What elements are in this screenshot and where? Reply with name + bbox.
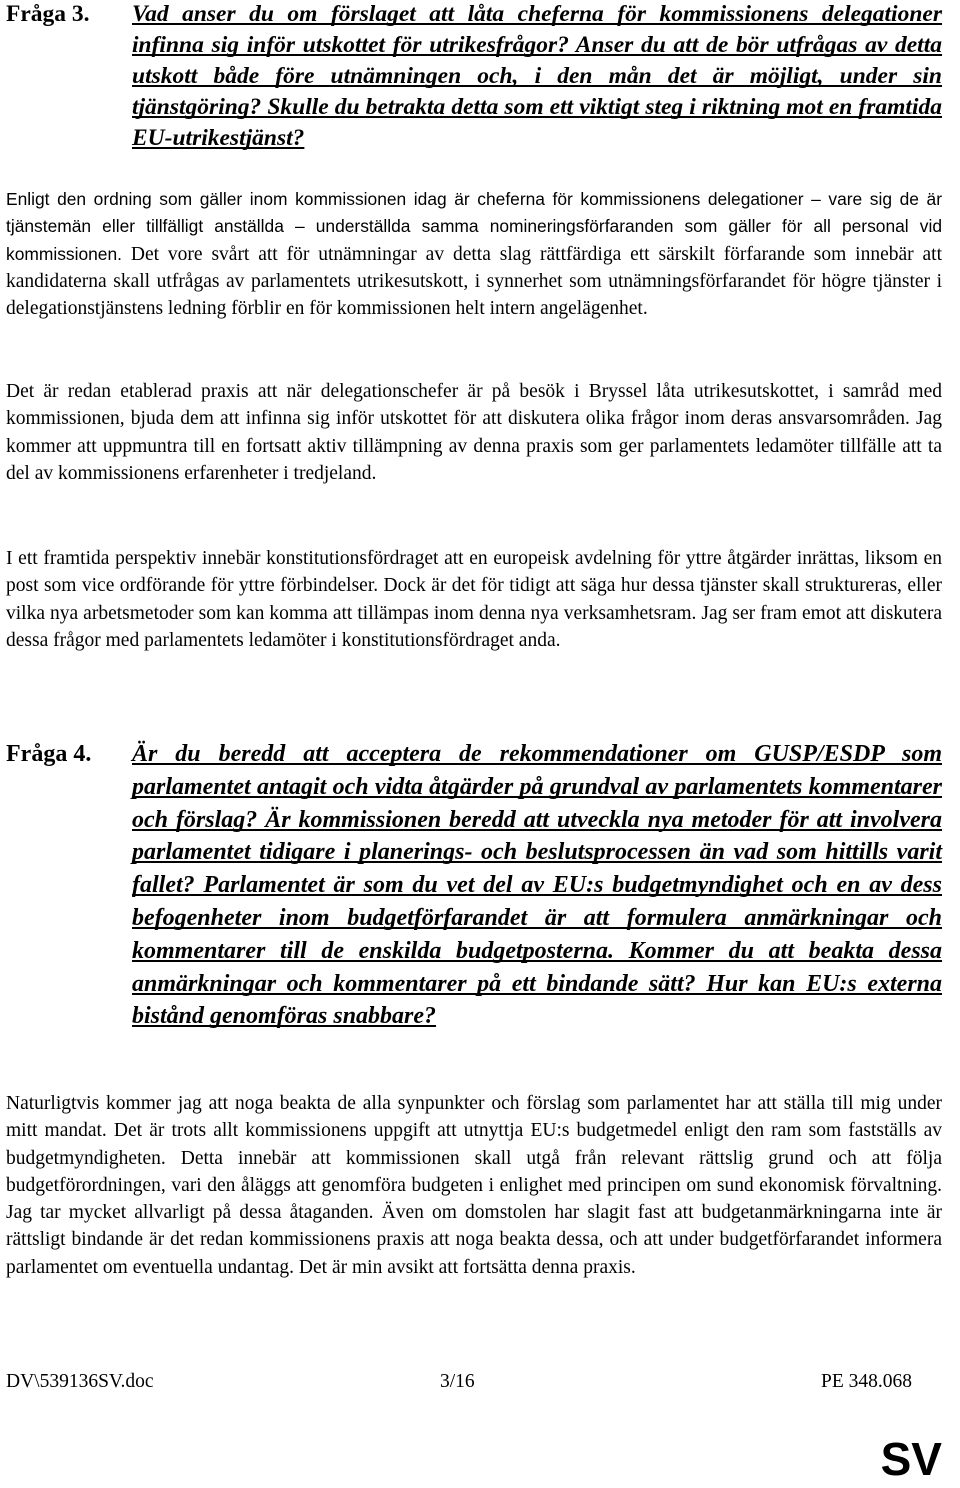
page-footer [6, 1367, 942, 1397]
answer-3-paragraph-2: Det är redan etablerad praxis att när delegationschefer är på besök i Bryssel låta utrikesutskottet, i samråd med kommissionen, bjuda dem att infinna sig inför utskottet för att diskutera olika frågor inom deras ansvarsområden. Jag kommer att uppmuntra till en fortsatt aktiv tillämpning av denna praxis som ger parlamentets ledamöter tillfälle att ta del av kommissionens erfarenheter i tredjeland. [6, 381, 942, 484]
question-3-label: Fråga 3. [6, 1, 90, 27]
question-4 [6, 738, 942, 1064]
answer-3-paragraph-1 [6, 186, 942, 322]
footer-pe-number: PE 348.068 [820, 1371, 912, 1392]
answer-3-paragraph-1-part-a: Enligt den ordning som gäller inom kommissionen idag är cheferna för kommissionens delegationer – vare sig de är tjänstemän eller tillfälligt anställda – underställda samma nomineringsförfaranden som gäller för all personal vid kommissionen. [6, 189, 942, 264]
answer-4-paragraph-1: Naturligtvis kommer jag att noga beakta de alla synpunkter och förslag som parlamentet har att ställa till mig under mitt mandat. Det är trots allt kommissionens uppgift att utnyttja EU:s budgetmedel enligt den ram som fastställs av budgetmyndigheten. Detta innebär att kommissionen skall utgå från relevant rättslig grund och att följa budgetförordningen, vari den åläggs att genomföra budgeten i enlighet med principen om sund ekonomisk förvaltning. Jag tar mycket allvarligt på dessa åtaganden. Även om domstolen har slagit fast att budgetanmärkningarna inte är rättsligt bindande är det redan kommissionens praxis att noga beakta dessa, och att under budgetförfarandet informera parlamentet om eventuella undantag. Det är min avsikt att fortsätta denna praxis. [6, 1093, 942, 1278]
language-code: SV [880, 1433, 942, 1485]
question-4-text: Är du beredd att acceptera de rekommendationer om GUSP/ESDP som parlamentet antagit och vidta åtgärder på grundval av parlamentets kommentarer och förslag? Är kommissionen beredd att utveckla nya metoder för att involvera parlamentet tidigare i planerings- och beslutsprocessen än vad som hittills varit fallet? Parlamentet är som du vet del av EU:s budgetmyndighet och en av dess befogenheter inom budgetförfarandet är att formulera anmärkningar och kommentarer till de enskilda budgetposterna. Kommer du att beakta dessa anmärkningar och kommentarer på ett bindande sätt? Hur kan EU:s externa bistånd genomföras snabbare? [132, 741, 942, 1030]
footer-doc-ref: DV\539136SV.doc [6, 1371, 154, 1392]
question-4-label: Fråga 4. [6, 741, 92, 767]
question-3 [6, 0, 942, 159]
answer-3-paragraph-1-part-b: Det vore svårt att för utnämningar av detta slag rättfärdiga ett särskilt förfarande som innebär att kandidaterna skall utfrågas av parlamentets utrikesutskott, i synnerhet som utnämningsförfarandet för högre tjänster i delegationstjänstens ledning förblir en för kommissionen helt intern angelägenhet. [6, 243, 942, 320]
footer-page-number: 3/16 [440, 1371, 475, 1392]
answer-3-paragraph-3: I ett framtida perspektiv innebär konstitutionsfördraget att en europeisk avdelning för yttre åtgärder inrättas, liksom en post som vice ordförande för yttre förbindelser. Dock är det för tidigt att säga hur dessa tjänster skall struktureras, eller vilka nya arbetsmetoder som kan komma att tillämpas inom denna nya verksamhetsram. Jag ser fram emot att diskutera dessa frågor med parlamentets ledamöter i konstitutionsfördraget anda. [6, 548, 942, 651]
question-3-text: Vad anser du om förslaget att låta cheferna för kommissionens delegationer infinna sig inför utskottet för utrikesfrågor? Anser du att de bör utfrågas av detta utskott både före utnämningen och, i den mån det är möjligt, under sin tjänstgöring? Skulle du betrakta detta som ett viktigt steg i riktning mot en framtida EU-utrikestjänst? [132, 1, 942, 151]
